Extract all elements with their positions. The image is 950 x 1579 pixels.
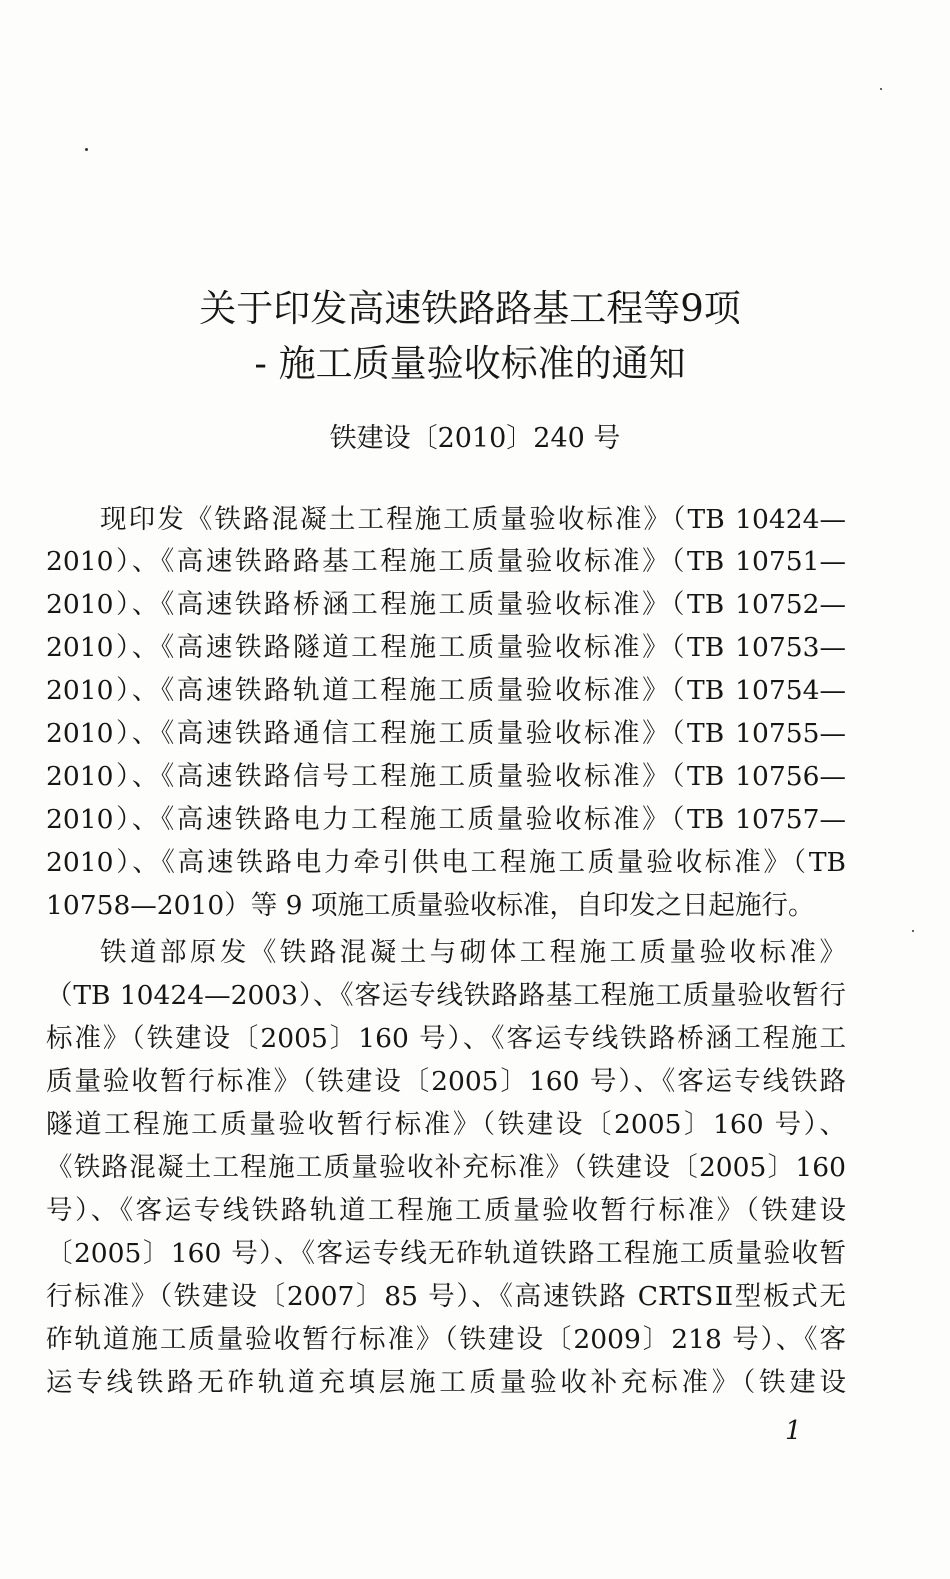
text-line: 2010）、《高速铁路通信工程施工质量验收标准》（TB 10755—: [46, 718, 846, 749]
text-line: 现印发《铁路混凝土工程施工质量验收标准》（TB 10424—: [100, 504, 846, 535]
page-number: 1: [785, 1416, 802, 1446]
scan-speck: [85, 148, 88, 151]
text-line: 10758—2010）等 9 项施工质量验收标准，自印发之日起施行。: [46, 890, 815, 921]
text-line: 2010）、《高速铁路电力工程施工质量验收标准》（TB 10757—: [46, 804, 846, 835]
text-line: 号）、《客运专线铁路轨道工程施工质量验收暂行标准》（铁建设: [46, 1195, 846, 1226]
text-line: 〔2005〕160 号）、《客运专线无砟轨道铁路工程施工质量验收暂: [46, 1238, 846, 1269]
text-line: 砟轨道施工质量验收暂行标准》（铁建设〔2009〕218 号）、《客: [46, 1324, 846, 1355]
scan-speck: [912, 930, 914, 932]
text-line: 2010）、《高速铁路信号工程施工质量验收标准》（TB 10756—: [46, 761, 846, 792]
text-line: 运专线铁路无砟轨道充填层施工质量验收补充标准》（铁建设: [46, 1367, 846, 1398]
notice-title-line-1: 关于印发高速铁路路基工程等9项: [199, 287, 741, 330]
text-line: 2010）、《高速铁路轨道工程施工质量验收标准》（TB 10754—: [46, 675, 846, 706]
document-number: 铁建设〔2010〕240 号: [329, 423, 621, 454]
text-line: 2010）、《高速铁路电力牵引供电工程施工质量验收标准》（TB: [46, 847, 846, 878]
text-line: 质量验收暂行标准》（铁建设〔2005〕160 号）、《客运专线铁路: [46, 1066, 846, 1097]
text-line: 行标准》（铁建设〔2007〕85 号）、《高速铁路 CRTSⅡ型板式无: [46, 1281, 846, 1312]
text-line: 2010）、《高速铁路桥涵工程施工质量验收标准》（TB 10752—: [46, 589, 846, 620]
text-line: 标准》（铁建设〔2005〕160 号）、《客运专线铁路桥涵工程施工: [46, 1023, 846, 1054]
text-line: 2010）、《高速铁路路基工程施工质量验收标准》（TB 10751—: [46, 546, 846, 577]
text-line: 2010）、《高速铁路隧道工程施工质量验收标准》（TB 10753—: [46, 632, 846, 663]
text-line: 《铁路混凝土工程施工质量验收补充标准》（铁建设〔2005〕160: [46, 1152, 846, 1183]
text-line: 铁道部原发《铁路混凝土与砌体工程施工质量验收标准》: [100, 937, 846, 968]
notice-title-line-2: - 施工质量验收标准的通知: [254, 342, 686, 385]
text-line: 隧道工程施工质量验收暂行标准》（铁建设〔2005〕160 号）、: [46, 1109, 846, 1140]
text-line: （TB 10424—2003）、《客运专线铁路路基工程施工质量验收暂行: [46, 980, 846, 1011]
scan-speck: [880, 88, 882, 90]
